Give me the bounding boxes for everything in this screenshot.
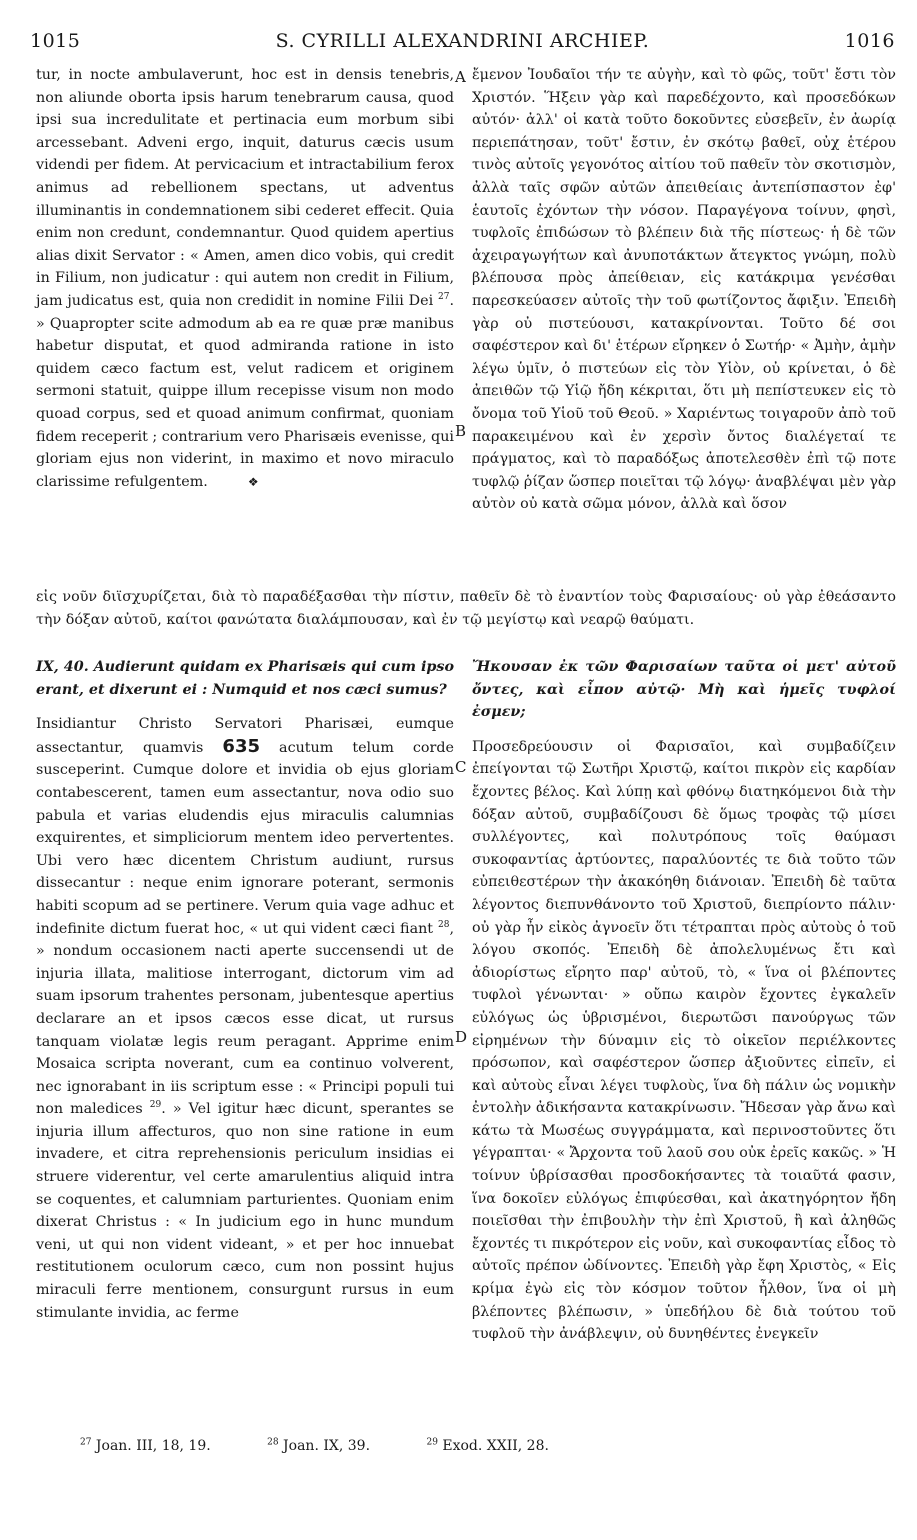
running-header bbox=[30, 30, 895, 56]
page-number-right: 1016 bbox=[844, 30, 895, 52]
greek-full-paragraph: εἰς νοῦν διϊσχυρίζεται, διὰ τὸ παραδέξασθαι τὴν πίστιν, παθεῖν δὲ τὸ ἐναντίον τοὺς Φαρισαίους· οὐ γὰρ ἐθεάσαντο τὴν δόξαν αὐτοῦ, καίτοι φανώτατα διαλάμπουσαν, καὶ ἐν τῷ μεγίστῳ καὶ νεαρῷ θαύματι. bbox=[36, 589, 896, 628]
latin-paragraph: tur, in nocte ambulaverunt, hoc est in densis tenebris, non aliunde oborta ipsis harum tenebrarum causa, quod ipsi sua incredulitate et pertinacia eum morbum sibi arcessebant. Adveni ergo, inquit, daturus cæcis usum videndi per fidem. At pervicacium et intractabilium ferox animus ad rebellionem spectans, ut adventus illuminantis in condemnationem sibi cederet effecit. Quia enim non credunt, condemnantur. Quod quidem apertius alias dixit Servator : « Amen, amen dico vobis, qui credit in Filium, non judicatur : qui autem non credit in Filium, jam judicatus est, quia non credidit in nomine Filii Dei $^{27}$. » Quapropter scite admodum ab ea re quæ præ manibus habetur disputat, et quod admiranda ratione in isto quidem cæco factum est, velut radicem et originem sermoni statuit, quippe illum recepisse visum non modo quoad corpus, sed et quoad animum confirmat, quoniam fidem receperit ; contrarium vero Pharisæis evenisse, qui gloriam ejus non viderint, in maximo et novo miraculo clarissime refulgentem. ❖ bbox=[36, 64, 454, 493]
greek-full-width-text bbox=[36, 586, 896, 631]
footnote-ref-27: 27 bbox=[438, 292, 450, 303]
greek-paragraph: ἔμενον Ἰουδαῖοι τήν τε αὐγὴν, καὶ τὸ φῶς, τοῦτ' ἔστι τὸν Χριστόν. Ἥξειν γὰρ καὶ παρεδέχοντο, καὶ προσεδόκων αὐτόν· ἀλλ' οἱ κατὰ τοῦτο δοκοῦντες εὐσεβεῖν, ἐν ἀωρίᾳ περιεπάτησαν, τοῦτ' ἔστιν, ἐν σκότῳ βαθεῖ, οὐχ ἑτέρου τινὸς αὐτοῖς γεγονότος αἰτίου τοῦ παθεῖν τὸν σκοτισμὸν, ἀλλὰ ταῖς σφῶν αὐτῶν ἀπειθείαις ἀντεπίσπαστον ἐφ' ἑαυτοῖς ἐχόντων τὴν νόσον. Παραγέγονα τοίνυν, φησὶ, τυφλοῖς ἐπιδώσων τὸ βλέπειν διὰ τῆς πίστεως· ἡ δὲ τῶν ἀχειραγωγήτων καὶ ἀνυποτάκτων ἄτεγκτος γνώμη, πολὺ βλέπουσα πρὸς ἀπείθειαν, εἰς κατάκριμα γενέσθαι παρεσκεύασεν αὐτοῖς τὴν τοῦ φωτίζοντος ἄφιξιν. Ἐπειδὴ γὰρ οὐ πιστεύουσι, κατακρίνονται. Τοῦτο δέ σοι σαφέστερον καὶ δι' ἑτέρων εἴρηκεν ὁ Σωτήρ· « Ἀμὴν, ἀμὴν λέγω ὑμῖν, ὁ πιστεύων εἰς τὸν Υἱὸν, οὐ κρίνεται, ὁ δὲ ἀπειθῶν τῷ Υἱῷ ἤδη κέκριται, ὅτι μὴ πεπίστευκεν εἰς τὸ ὄνομα τοῦ Υἱοῦ τοῦ Θεοῦ. » Χαριέντως τοιγαροῦν ἀπὸ τοῦ παρακειμένου καὶ ἐν χερσὶν ὄντος διαλέγεταί τε πράγματος, καὶ τὸ παραδόξως ἀποτελεσθὲν ἐπὶ τῷ ποτε τυφλῷ ῥίζαν ὥσπερ ποιεῖται τῷ λόγῳ· ἀναβλέψαι μὲν γὰρ αὐτὸν οὐ κατὰ σῶμα μόνον, ἀλλὰ καὶ ὅσον bbox=[472, 67, 896, 513]
footnote-28: $^{28}$ Joan. IX, 39. bbox=[267, 1437, 371, 1454]
margin-letter-b: B bbox=[455, 422, 467, 440]
latin-column-1 bbox=[36, 64, 454, 493]
latin-paragraph-2: Insidiantur Christo Servatori Pharisæi, eumque assectantur, quamvis 635 acutum telum corde susceperint. Cumque dolore et invidia ob ejus gloriam contabescerent, tamen eum assectantur, nova odio suo pabula et varias eludendis ejus miraculis calumnias exquirentes, et simpliciorum mentem ideo pervertentes. Ubi vero hæc dicentem Christum audiunt, rursus dissecantur : neque enim ignorare poterant, sermonis habiti scopum ad se pertinere. Verum quia vage adhuc et indefinite dictum fuerat hoc, « ut qui vident cæci fiant $^{28}$, » nondum occasionem nacti aperte succensendi ut de injuria illata, malitiose interrogant, dictorum vim ad suam ipsorum trahentes personam, jubentesque apertius declarare an et ipsos cæcos esse dicat, ut rursus tanquam violatæ legis reum peragant. Apprime enim Mosaica scripta noverant, cum ea continuo volverent, nec ignorabant in iis scriptum esse : « Principi populi tui non maledices $^{29}$. » Vel igitur hæc dicunt, sperantes se injuria illum affecturos, quo non sine ratione in eum invadere, et citra reprehensionis periculum insidias ei struere viderentur, vel certe amarulentius aliquid intra se coquentes, et calumniam parturientes. Quoniam enim dixerat Christus : « In judicium ego in hunc mundum veni, ut qui non vident videant, » et per hoc innuebat restitutionem oculorum cæco, cum non possint hujus miraculi ferre mentionem, consurgunt rursus in eum stimulante invidia, ac ferme bbox=[36, 716, 455, 1321]
latin-column-2 bbox=[36, 656, 454, 1324]
footnote-27: $^{27}$ Joan. III, 18, 19. bbox=[80, 1437, 211, 1454]
latin-heading: IX, 40. Audierunt quidam ex Pharisæis qui cum ipso erant, et dixerunt ei : Numquid et nos cæci sumus? bbox=[36, 659, 454, 698]
margin-letter-c: C bbox=[455, 758, 467, 776]
greek-heading: Ἤκουσαν ἐκ τῶν Φαρισαίων ταῦτα οἱ μετ' αὐτοῦ ὄντες, καὶ εἶπον αὐτῷ· Μὴ καὶ ἡμεῖς τυφλοί ἐσμεν; bbox=[472, 659, 896, 721]
greek-paragraph-2: Προσεδρεύουσιν οἱ Φαρισαῖοι, καὶ συμβαδίζειν ἐπείγονται τῷ Σωτῆρι Χριστῷ, καίτοι πικρὸν εἰς καρδίαν ἔχοντες βέλος. Καὶ λύπῃ καὶ φθόνῳ διατηκόμενοι διὰ τὴν δόξαν αὐτοῦ, συμβαδίζουσι δὲ ὅμως τροφὰς τῷ μίσει συλλέγοντες, καὶ πολυτρόπους τοῖς θαύμασι συκοφαντίας ἀρτύοντες, παραλύοντές τε διὰ τοῦτο τῶν εὐπειθεστέρων τὴν ἀκακόηθη διάνοιαν. Ἐπειδὴ δὲ ταῦτα λέγοντος διεπυνθάνοντο τοῦ Χριστοῦ, διεπρίοντο πάλιν· οὐ γὰρ ἦν εἰκὸς ἀγνοεῖν ὅτι τέτραπται πρὸς αὐτοὺς ὁ τοῦ λόγου σκοπός. Ἐπειδὴ δὲ ἀπολελυμένως ἔτι καὶ ἀδιορίστως εἴρητο παρ' αὐτοῦ, τὸ, « ἵνα οἱ βλέποντες τυφλοὶ γένωνται· » οὔπω καιρὸν ἔχοντες ἐγκαλεῖν εὐλόγως ὡς ὑβρισμένοι, διερωτῶσι πανούργως τῶν εἰρημένων τὴν δύναμιν εἰς τὸ οἰκεῖον περιέλκοντες πρόσωπον, καὶ σαφέστερον ὥσπερ ἀξιοῦντες εἰπεῖν, εἰ καὶ αὐτοὺς εἶναι λέγει τυφλοὺς, ἵνα δὴ πάλιν ὡς νομικὴν ἐντολὴν ἀδικήσαντα κατακρίνωσιν. Ἤδεσαν γὰρ ἄνω καὶ κάτω τὰ Μωσέως συγγράμματα, καὶ περινοστοῦντες ὅτι γέγραπται· « Ἄρχοντα τοῦ λαοῦ σου οὐκ ἐρεῖς κακῶς. » Ἡ τοίνυν ὑβρίσασθαι προσδοκήσαντες τὰ τοιαῦτά φασιν, ἵνα δοκοῖεν εὐλόγως ἐπιφύεσθαι, καὶ ἀκατηγόρητον ἤδη ποιεῖσθαι τὴν ἐπιβουλὴν τὴν ἐπὶ Χριστοῦ, ἢ καὶ ἀληθῶς ἔχοντές τι πικρότερον εἰς νοῦν, καὶ συκοφαντίας εἶδος τὸ αὐτοῖς πρέπον ὠδίνοντες. Ἐπειδὴ γὰρ ἔφη Χριστὸς, « Εἰς κρίμα ἐγὼ εἰς τὸν κόσμον τοῦτον ἦλθον, ἵνα οἱ μὴ βλέποντες βλέπωσιν, » ὑπεδήλου δὲ διὰ τούτου τοῦ τυφλοῦ τὴν ἀνάβλεψιν, οὐ δυνηθέντες ἐνεγκεῖν bbox=[472, 738, 896, 1343]
footnote-29: $^{29}$ Exod. XXII, 28. bbox=[426, 1437, 549, 1454]
greek-column-2 bbox=[472, 656, 896, 1346]
greek-column-1 bbox=[472, 64, 896, 516]
page-marker: 635 bbox=[222, 735, 260, 757]
footnote-ref-28: 28 bbox=[438, 919, 450, 930]
page-number-left: 1015 bbox=[30, 30, 81, 52]
footnote-ref-29: 29 bbox=[149, 1100, 162, 1111]
margin-letter-d: D bbox=[455, 1028, 468, 1046]
footnotes bbox=[80, 1438, 860, 1454]
fleuron-icon: ❖ bbox=[247, 474, 259, 489]
running-title: S. CYRILLI ALEXANDRINI ARCHIEP. bbox=[275, 30, 650, 52]
margin-letter-a: A bbox=[455, 68, 466, 86]
